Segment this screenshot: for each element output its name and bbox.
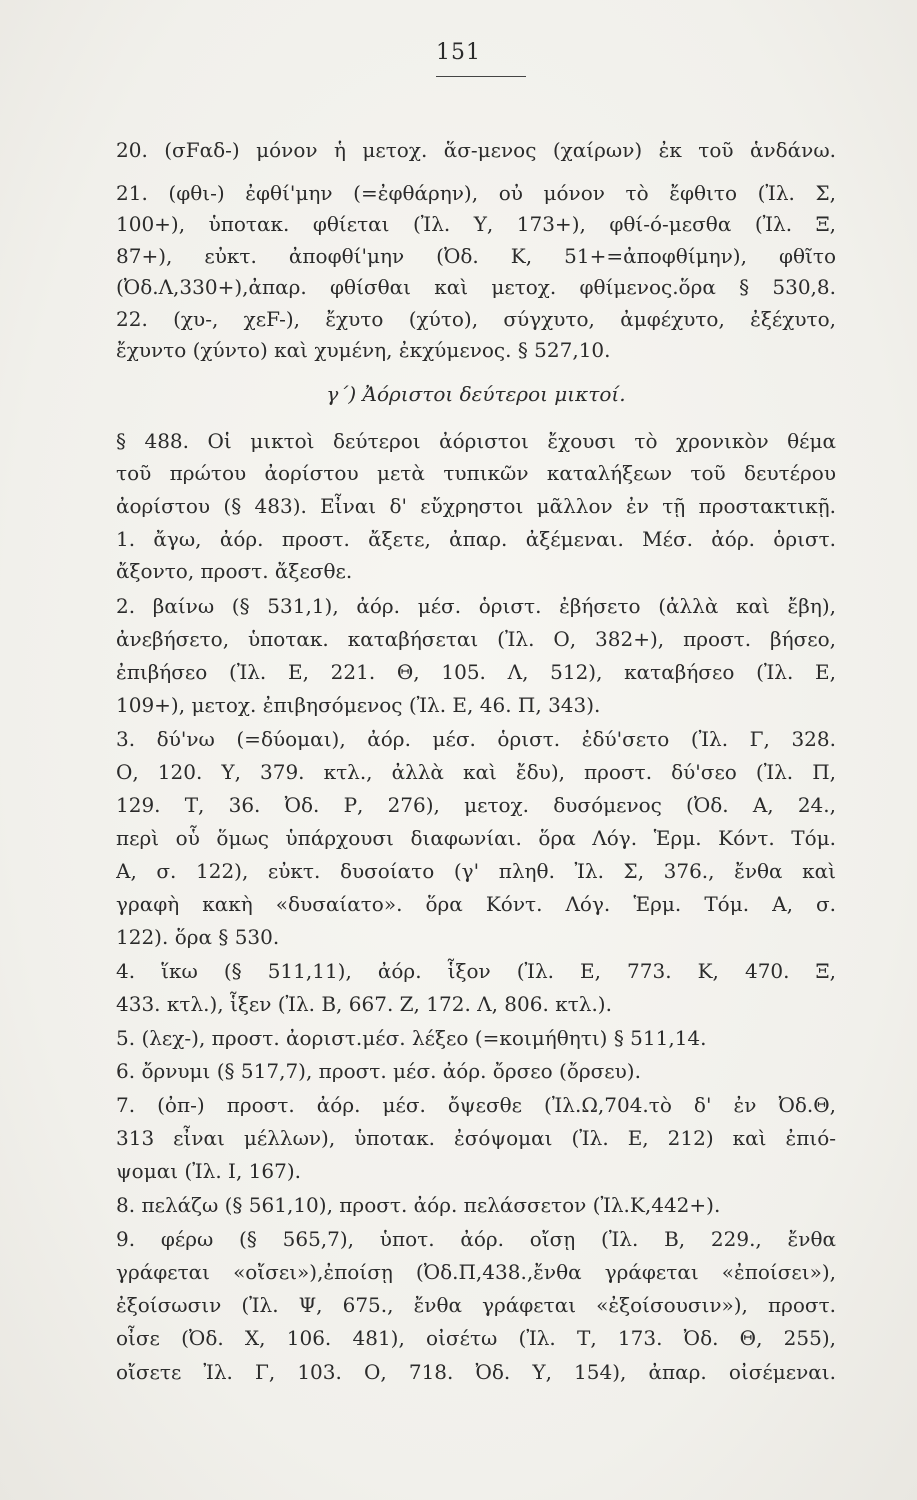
- section-heading: γ´) Ἀόριστοι δεύτεροι μικτοί.: [326, 382, 626, 406]
- text-line: ἐξοίσωσιν (Ἰλ. Ψ, 675., ἔνθα γράφεται «ἐξοίσουσιν»), προστ.: [116, 1293, 836, 1317]
- text-line: 7. (ὀπ-) προστ. ἀόρ. μέσ. ὄψεσθε (Ἰλ.Ω,704.τὸ δ' ἐν Ὀδ.Θ,: [116, 1093, 836, 1117]
- text-line: 433. κτλ.), ἷξεν (Ἰλ. Β, 667. Ζ, 172. Λ, 806. κτλ.).: [116, 992, 612, 1016]
- text-line: 6. ὄρνυμι (§ 517,7), προστ. μέσ. ἀόρ. ὄρσεο (ὄρσευ).: [116, 1059, 641, 1083]
- text-line: 1. ἄγω, ἀόρ. προστ. ἄξετε, ἀπαρ. ἀξέμεναι. Μέσ. ἀόρ. ὁριστ.: [116, 527, 836, 551]
- text-line: § 488. Οἱ μικτοὶ δεύτεροι ἀόριστοι ἔχουσι τὸ χρονικὸν θέμα: [116, 429, 836, 453]
- text-line: οἶσε (Ὀδ. Χ, 106. 481), οἰσέτω (Ἰλ. Τ, 173. Ὀδ. Θ, 255),: [116, 1326, 836, 1350]
- text-line: γραφὴ κακὴ «δυσαίατο». ὅρα Κόντ. Λόγ. Ἑρμ. Τόμ. Α, σ.: [116, 892, 836, 916]
- text-line: 100+), ὑποτακ. φθίεται (Ἰλ. Υ, 173+), φθί-ό-μεσθα (Ἰλ. Ξ,: [116, 212, 836, 236]
- text-line: 122). ὅρα § 530.: [116, 925, 280, 949]
- text-line: 313 εἶναι μέλλων), ὑποτακ. ἐσόψομαι (Ἰλ. Ε, 212) καὶ ἐπιό-: [116, 1126, 836, 1150]
- page-number: 151: [436, 40, 481, 65]
- text-line: 22. (χυ-, χεF-), ἔχυτο (χύτο), σύγχυτο, ἀμφέχυτο, ἐξέχυτο,: [116, 307, 836, 331]
- text-line: 5. (λεχ-), προστ. ἀοριστ.μέσ. λέξεο (=κοιμήθητι) § 511,14.: [116, 1026, 707, 1050]
- text-line: τοῦ πρώτου ἀορίστου μετὰ τυπικῶν καταλήξεων τοῦ δευτέρου: [116, 461, 836, 485]
- text-line: Ο, 120. Υ, 379. κτλ., ἀλλὰ καὶ ἔδυ), προστ. δύ'σεο (Ἰλ. Π,: [116, 760, 836, 784]
- text-line: ἐπιβήσεο (Ἰλ. Ε, 221. Θ, 105. Λ, 512), καταβήσεο (Ἰλ. Ε,: [116, 660, 836, 684]
- text-line: ψομαι (Ἰλ. Ι, 167).: [116, 1159, 301, 1183]
- text-line: ἔχυντο (χύντο) καὶ χυμένη, ἐκχύμενος. § 527,10.: [116, 338, 611, 362]
- text-line: ἀορίστου (§ 483). Εἶναι δ' εὔχρηστοι μᾶλλον ἐν τῇ προστακτικῇ.: [116, 494, 836, 518]
- text-line: 4. ἵκω (§ 511,11), ἀόρ. ἷξον (Ἰλ. Ε, 773. Κ, 470. Ξ,: [116, 959, 836, 983]
- text-line: 129. Τ, 36. Ὀδ. Ρ, 276), μετοχ. δυσόμενος (Ὀδ. Α, 24.,: [116, 793, 836, 817]
- text-line: Α, σ. 122), εὐκτ. δυσοίατο (γ' πληθ. Ἰλ. Σ, 376., ἔνθα καὶ: [116, 859, 836, 883]
- text-line: ἄξοντο, προστ. ἄξεσθε.: [116, 559, 353, 583]
- text-line: 3. δύ'νω (=δύομαι), ἀόρ. μέσ. ὁριστ. ἐδύ'σετο (Ἰλ. Γ, 328.: [116, 727, 836, 751]
- text-line: 2. βαίνω (§ 531,1), ἀόρ. μέσ. ὁριστ. ἐβήσετο (ἀλλὰ καὶ ἔβη),: [116, 594, 836, 618]
- text-line: 21. (φθι-) ἐφθί'μην (=ἐφθάρην), οὐ μόνον τὸ ἔφθιτο (Ἰλ. Σ,: [116, 181, 836, 205]
- text-line: γράφεται «οἴσει»),ἐποίσῃ (Ὀδ.Π,438.,ἔνθα γράφεται «ἐποίσει»),: [116, 1260, 836, 1284]
- text-line: 87+), εὐκτ. ἀποφθί'μην (Ὀδ. Κ, 51+=ἀποφθίμην), φθῖτο: [116, 244, 836, 268]
- text-line: (Ὀδ.Λ,330+),ἀπαρ. φθίσθαι καὶ μετοχ. φθίμενος.ὅρα § 530,8.: [116, 275, 836, 299]
- text-line: 8. πελάζω (§ 561,10), προστ. ἀόρ. πελάσσετον (Ἰλ.Κ,442+).: [116, 1193, 721, 1217]
- text-line: ἀνεβήσετο, ὑποτακ. καταβήσεται (Ἰλ. Ο, 382+), προστ. βήσεο,: [116, 627, 836, 651]
- text-line: 109+), μετοχ. ἐπιβησόμενος (Ἰλ. Ε, 46. Π, 343).: [116, 693, 601, 717]
- text-line: περὶ οὗ ὅμως ὑπάρχουσι διαφωνίαι. ὅρα Λόγ. Ἑρμ. Κόντ. Τόμ.: [116, 826, 836, 850]
- text-line: 20. (σFαδ-) μόνον ἡ μετοχ. ἅσ-μενος (χαίρων) ἐκ τοῦ ἁνδάνω.: [116, 138, 836, 162]
- text-line: 9. φέρω (§ 565,7), ὑποτ. ἀόρ. οἴσῃ (Ἰλ. Β, 229., ἔνθα: [116, 1227, 836, 1251]
- text-line: οἴσετε Ἰλ. Γ, 103. Ο, 718. Ὀδ. Υ, 154), ἀπαρ. οἰσέμεναι.: [116, 1360, 836, 1384]
- page-number-rule: [436, 76, 526, 77]
